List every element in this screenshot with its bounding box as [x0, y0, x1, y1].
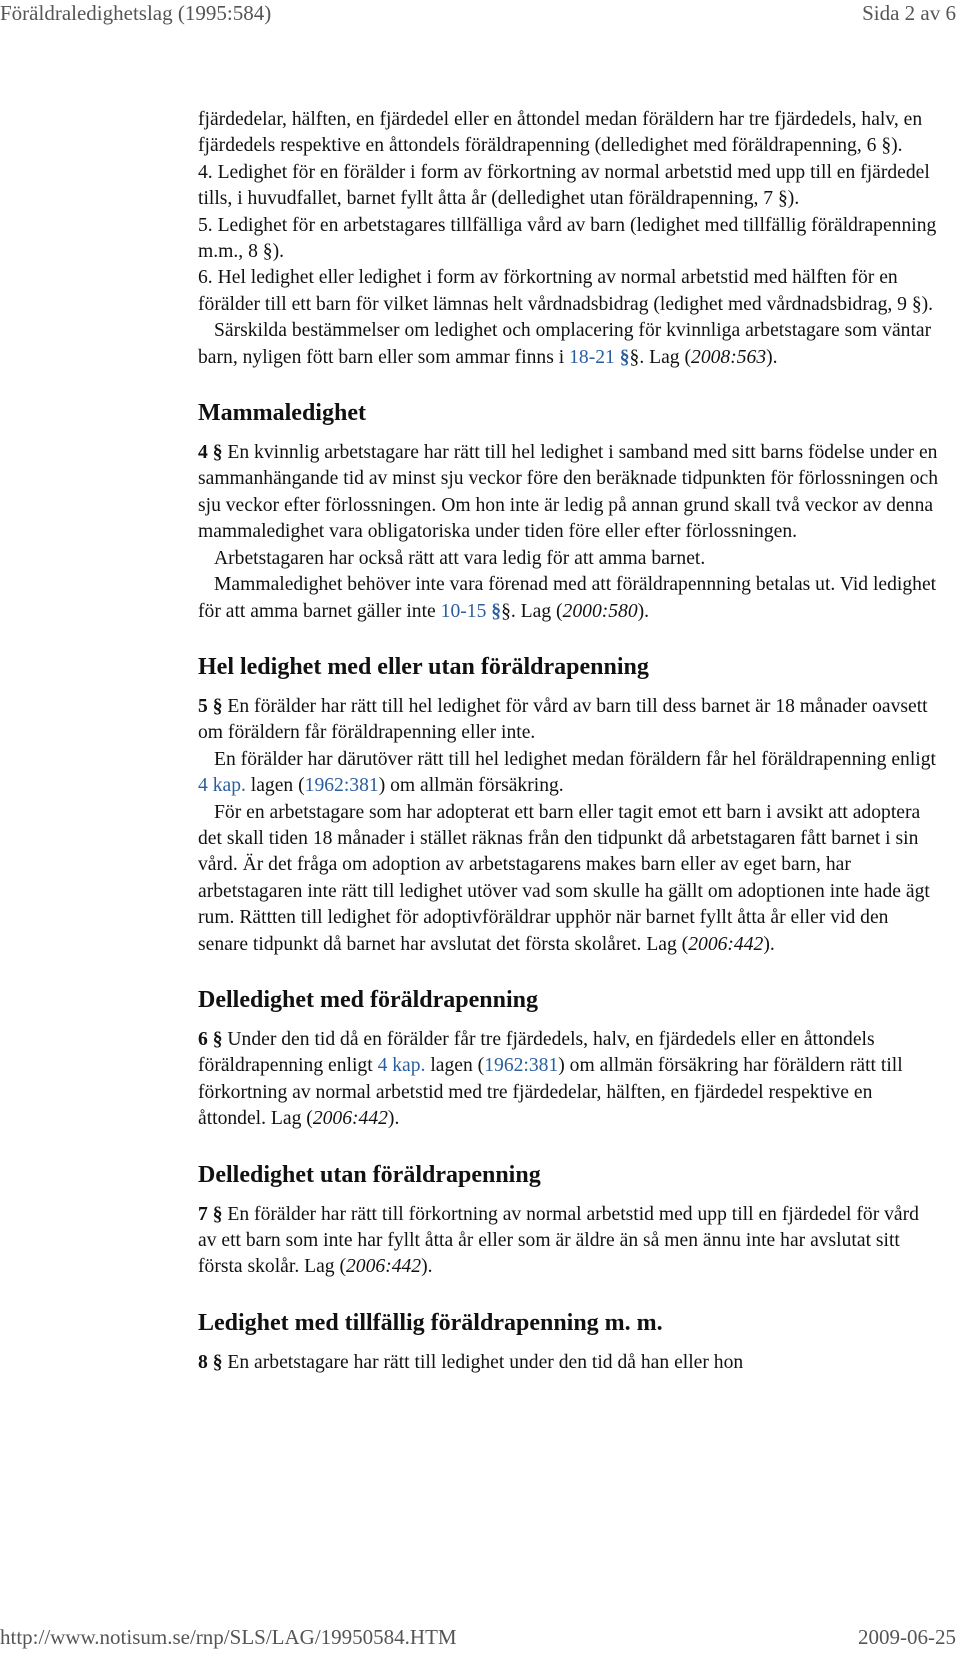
section-heading: Hel ledighet med eller utan föräldrapenning: [198, 653, 649, 680]
special-provisions-paragraph: Särskilda bestämmelser om ledighet och omplacering för kvinnliga arbetstagare som väntar barn, nyligen fött barn eller som ammar finns i 18-21 §§. Lag (2008:563).: [198, 320, 932, 368]
section-paragraph: 5 § En förälder har rätt till hel ledighet för vård av barn till dess barnet är 18 månader oavsett om föräldern får föräldrapenning eller inte.: [198, 695, 928, 744]
link-section-10[interactable]: 10: [440, 600, 461, 622]
list-item-4: 4. Ledighet för en förälder i form av förkortning av normal arbetstid med upp till en fjärdedel tills, i huvudfallet, barnet fyllt åtta år (delledighet utan föräldrapenning, 7 §).: [198, 161, 930, 210]
section-4: [198, 398, 940, 625]
section-symbol: §: [614, 346, 630, 368]
link-section-18[interactable]: 18: [569, 346, 589, 368]
paragraph-number: 7 §: [198, 1203, 223, 1225]
document-title: Föräldraledighetslag (1995:584): [0, 1, 272, 25]
section-5: [198, 652, 940, 958]
section-paragraph: 8 § En arbetstagare har rätt till ledighet under den tid då han eller hon: [198, 1351, 744, 1373]
law-reference: 2006:442: [688, 933, 764, 955]
law-reference: 2008:563: [691, 346, 767, 368]
law-reference: 2000:580: [562, 600, 638, 622]
link-dash[interactable]: -: [588, 346, 596, 368]
section-6: [198, 985, 940, 1133]
section-paragraph: Arbetstagaren har också rätt att vara ledig för att amma barnet.: [214, 547, 706, 569]
link-law-1962-381[interactable]: 1962:381: [304, 775, 379, 797]
page-header: [0, 0, 960, 30]
paragraph-number: 5 §: [198, 695, 223, 717]
page-footer: [0, 1624, 960, 1654]
section-7: [198, 1160, 940, 1281]
intro-paragraph: fjärdedelar, hälften, en fjärdedel eller en åttondel medan föräldern har tre fjärdedels, halv, en fjärdedels respektive en åttondels föräldrapenning (delledighet med föräldrapenning, 6 §).: [198, 109, 923, 157]
list-item-6: 6. Hel ledighet eller ledighet i form av förkortning av normal arbetstid med hälften för en förälder till ett barn för vilket lämnas helt vårdnadsbidrag (ledighet med vårdnadsbidrag, 9 §).: [198, 267, 934, 315]
section-paragraph: Mammaledighet behöver inte vara förenad med att föräldrapennning betalas ut. Vid ledighet för att amma barnet gäller inte 10-15 §§. Lag (2000:580).: [198, 574, 937, 622]
section-paragraph: En förälder har därutöver rätt till hel ledighet medan föräldern får hel föräldrapenning enligt 4 kap. lagen (1962:381) om allmän försäkring.: [198, 748, 936, 797]
list-item-5: 5. Ledighet för en arbetstagares tillfälliga vård av barn (ledighet med tillfällig föräldrapenning m.m., 8 §).: [198, 214, 937, 263]
document-body: [198, 107, 940, 1376]
law-reference: 2006:442: [346, 1256, 422, 1278]
intro-section: [198, 107, 940, 371]
section-heading: Delledighet utan föräldrapenning: [198, 1161, 541, 1188]
section-paragraph: För en arbetstagare som har adopterat ett barn eller tagit emot ett barn i avsikt att adoptera det skall tiden 18 månader i stället räknas från den tidpunkt då arbetstagaren fått barnet i sin vård. Är det fråga om adoption av arbetstagarens makes barn eller av eget barn, har arbetstagaren inte rätt till ledighet utöver vad som skulle ha gällt om adoptionen inte hade ägt rum. Rättten till ledighet för adoptivföräldrar upphör när barnet fyllt åtta år eller vid den senare tidpunkt då barnet har avslutat det första skolåret. Lag (2006:442).: [198, 801, 930, 955]
paragraph-number: 6 §: [198, 1028, 223, 1050]
section-heading: Mammaledighet: [198, 400, 366, 427]
section-heading: Delledighet med föräldrapenning: [198, 986, 538, 1013]
link-chapter-4[interactable]: 4 kap.: [377, 1055, 426, 1077]
print-date: 2009-06-25: [858, 1625, 956, 1649]
section-paragraph: 6 § Under den tid då en förälder får tre fjärdedels, halv, en fjärdedels eller en åttondels föräldrapenning enligt 4 kap. lagen (1962:381) om allmän försäkring har föräldern rätt till förkortning av normal arbetstid med tre fjärdedelar, hälften, en fjärdedel respektive en åttondel. Lag (2006:442).: [198, 1028, 903, 1130]
source-url: http://www.notisum.se/rnp/SLS/LAG/19950584.HTM: [0, 1625, 457, 1649]
page-number: Sida 2 av 6: [862, 1, 956, 25]
link-section-15[interactable]: 15: [466, 600, 487, 622]
link-dash[interactable]: -: [460, 600, 467, 622]
link-law-1962-381[interactable]: 1962:381: [484, 1055, 559, 1077]
law-reference: 2006:442: [312, 1108, 388, 1130]
section-paragraph: 7 § En förälder har rätt till förkortning av normal arbetstid med upp till en fjärdedel för vård av ett barn som inte har fyllt åtta år eller som är äldre än så men ännu inte har avslutat sitt första skolår. Lag (2006:442).: [198, 1203, 919, 1278]
link-section-21[interactable]: 21: [595, 346, 615, 368]
section-symbol: §: [486, 600, 502, 622]
paragraph-number: 8 §: [198, 1351, 223, 1373]
section-paragraph: 4 § En kvinnlig arbetstagare har rätt till hel ledighet i samband med sitt barns födelse under en sammanhängande tid av minst sju veckor före den beräknade tidpunkten för förlossningen och sju veckor efter förlossningen. Om hon inte är ledig på annan grund skall två veckor av denna mammaledighet vara obligatoriska under tiden före eller efter förlossningen.: [198, 442, 938, 543]
link-chapter-4[interactable]: 4 kap.: [198, 775, 246, 797]
section-8: [198, 1308, 940, 1376]
paragraph-number: 4 §: [198, 442, 223, 464]
section-heading: Ledighet med tillfällig föräldrapenning m. m.: [198, 1309, 663, 1336]
